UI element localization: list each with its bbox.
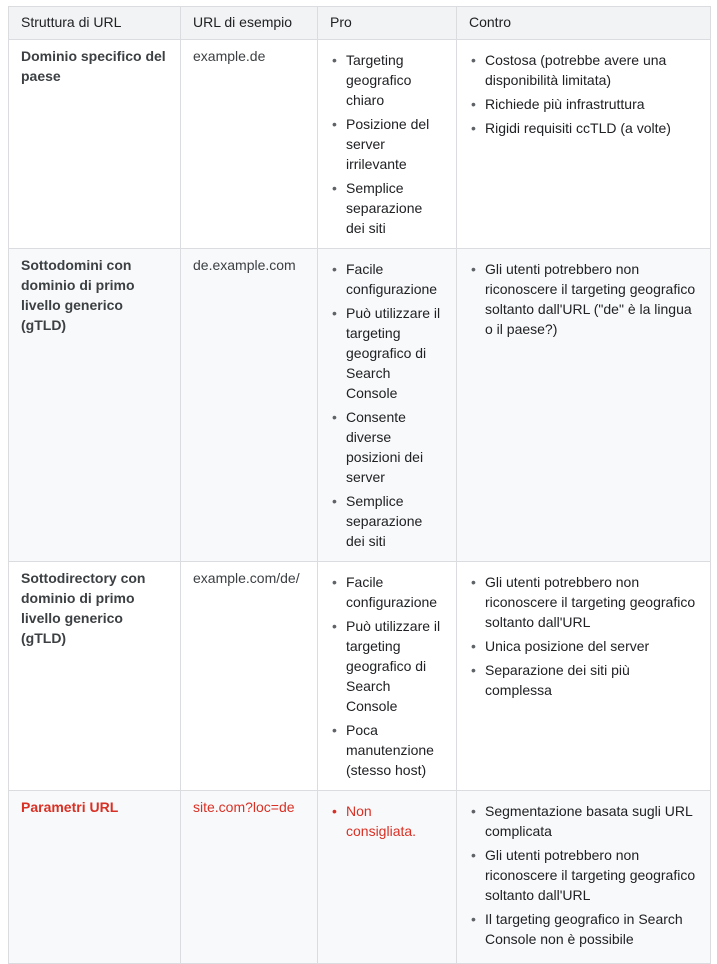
table-row [9,40,711,249]
contro-cell [457,791,711,964]
list-item: • Può utilizzare il targeting geografico di Search Console [330,616,444,716]
contro-cell [457,562,711,791]
pro-cell [318,562,457,791]
list-item: • Posizione del server irrilevante [330,114,444,174]
list-item: • Costosa (potrebbe avere una disponibilità limitata) [469,50,698,90]
contro-cell [457,40,711,249]
list-item: • Semplice separazione dei siti [330,491,444,551]
table-header-row [9,7,711,40]
table-row [9,562,711,791]
example-url: site.com?loc=de [181,791,318,964]
row-label: Dominio specifico del paese [9,40,181,249]
list-item: • Segmentazione basata sugli URL complicata [469,801,698,841]
example-url: de.example.com [181,249,318,562]
list-item: • Unica posizione del server [469,636,698,656]
contro-list [469,801,698,949]
row-label: Sottodomini con dominio di primo livello generico (gTLD) [9,249,181,562]
list-item: • Gli utenti potrebbero non riconoscere il targeting geografico soltanto dall'URL ("de" è la lingua o il paese?) [469,259,698,339]
list-item: • Facile configurazione [330,259,444,299]
list-item: • Non consigliata. [330,801,444,841]
row-label: Parametri URL [9,791,181,964]
header-pro: Pro [318,7,457,40]
pro-list [330,801,444,841]
list-item: • Il targeting geografico in Search Console non è possibile [469,909,698,949]
pro-cell [318,40,457,249]
list-item: • Gli utenti potrebbero non riconoscere il targeting geografico soltanto dall'URL [469,845,698,905]
list-item: • Facile configurazione [330,572,444,612]
list-item: • Semplice separazione dei siti [330,178,444,238]
list-item: • Consente diverse posizioni dei server [330,407,444,487]
example-url: example.de [181,40,318,249]
example-url: example.com/de/ [181,562,318,791]
row-label: Sottodirectory con dominio di primo livello generico (gTLD) [9,562,181,791]
contro-list [469,259,698,339]
list-item: • Separazione dei siti più complessa [469,660,698,700]
header-example-url: URL di esempio [181,7,318,40]
url-structure-table [8,6,711,964]
header-contro: Contro [457,7,711,40]
pro-list [330,50,444,238]
list-item: • Rigidi requisiti ccTLD (a volte) [469,118,698,138]
pro-list [330,572,444,780]
table-row [9,249,711,562]
pro-cell [318,249,457,562]
contro-cell [457,249,711,562]
url-structure-table-container [8,6,710,964]
header-url-structure: Struttura di URL [9,7,181,40]
list-item: • Richiede più infrastruttura [469,94,698,114]
contro-list [469,50,698,138]
pro-cell [318,791,457,964]
list-item: • Targeting geografico chiaro [330,50,444,110]
list-item: • Poca manutenzione (stesso host) [330,720,444,780]
pro-list [330,259,444,551]
table-row [9,791,711,964]
contro-list [469,572,698,700]
list-item: • Gli utenti potrebbero non riconoscere il targeting geografico soltanto dall'URL [469,572,698,632]
list-item: • Può utilizzare il targeting geografico di Search Console [330,303,444,403]
